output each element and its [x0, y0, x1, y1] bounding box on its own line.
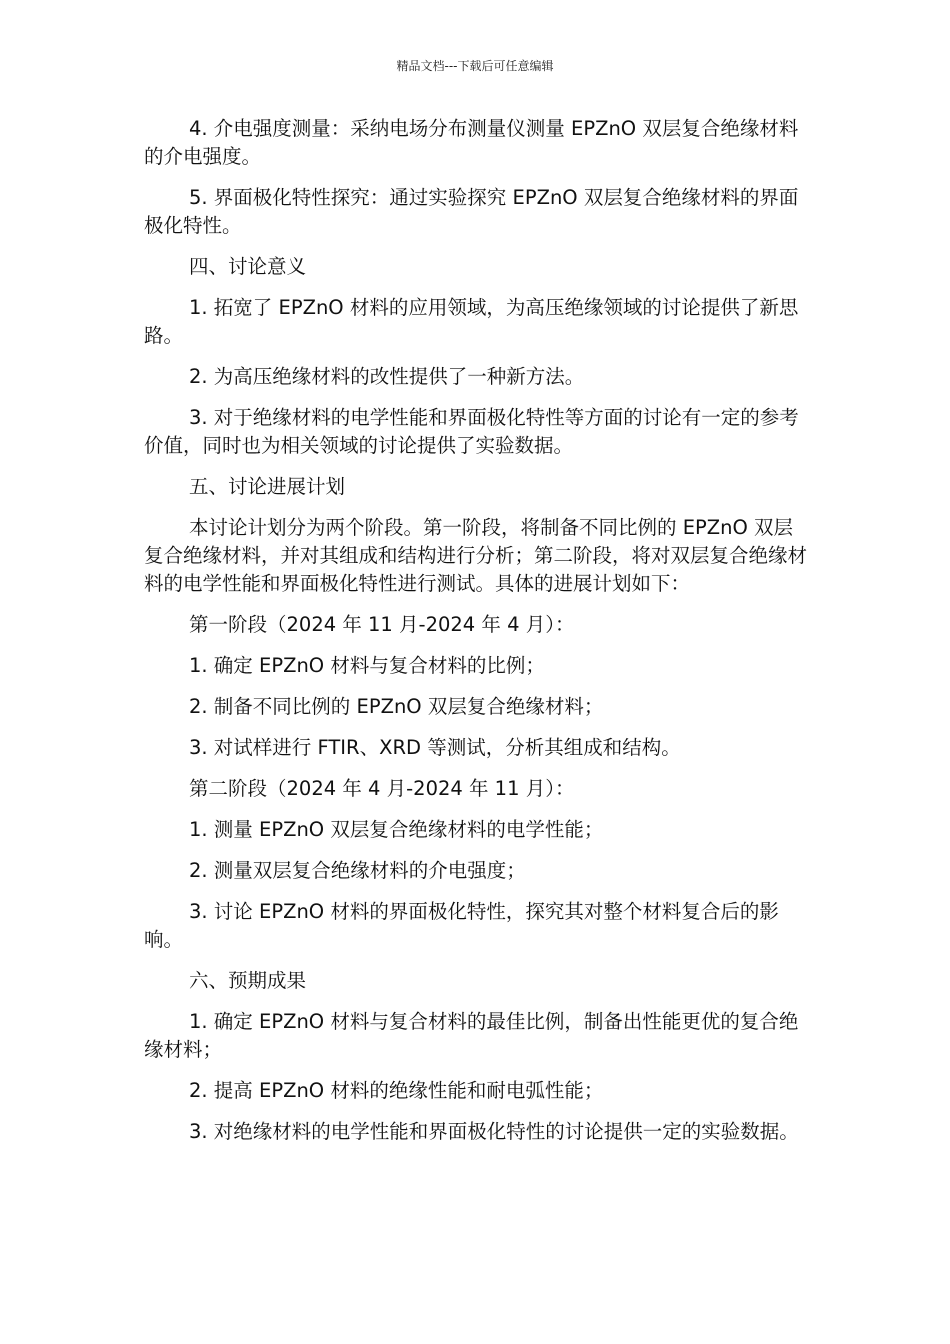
paragraph-interface-polarization: 5. 界面极化特性探究：通过实验探究 EPZnO 双层复合绝缘材料的界面极化特性。 — [144, 186, 799, 237]
document-body — [144, 115, 810, 1159]
phase-1-heading: 第一阶段（2024 年 11 月-2024 年 4 月）： — [189, 613, 575, 636]
significance-item-1: 1. 拓宽了 EPZnO 材料的应用领域，为高压绝缘领域的讨论提供了新思路。 — [144, 296, 799, 347]
significance-item-2: 2. 为高压绝缘材料的改性提供了一种新方法。 — [189, 365, 585, 388]
expected-result-1: 1. 确定 EPZnO 材料与复合材料的最佳比例，制备出性能更优的复合绝缘材料； — [144, 1010, 799, 1061]
phase-2-item-3: 3. 讨论 EPZnO 材料的界面极化特性，探究其对整个材料复合后的影响。 — [144, 900, 779, 951]
phase-2-heading: 第二阶段（2024 年 4 月-2024 年 11 月）： — [189, 777, 575, 800]
page-header: 精品文档---下载后可任意编辑 — [396, 59, 554, 73]
expected-result-3: 3. 对绝缘材料的电学性能和界面极化特性的讨论提供一定的实验数据。 — [189, 1120, 799, 1143]
phase-2-item-2: 2. 测量双层复合绝缘材料的介电强度； — [189, 859, 526, 882]
expected-result-2: 2. 提高 EPZnO 材料的绝缘性能和耐电弧性能； — [189, 1079, 604, 1102]
section-heading-significance: 四、讨论意义 — [189, 255, 307, 278]
plan-overview: 本讨论计划分为两个阶段。第一阶段，将制备不同比例的 EPZnO 双层复合绝缘材料，并对其组成和结构进行分析；第二阶段，将对双层复合绝缘材料的电学性能和界面极化特性进行测试。具体的进展计划如下： — [144, 516, 808, 595]
phase-1-item-2: 2. 制备不同比例的 EPZnO 双层复合绝缘材料； — [189, 695, 604, 718]
phase-1-item-1: 1. 确定 EPZnO 材料与复合材料的比例； — [189, 654, 545, 677]
phase-1-item-3: 3. 对试样进行 FTIR、XRD 等测试，分析其组成和结构。 — [189, 736, 681, 759]
section-heading-plan: 五、讨论进展计划 — [189, 475, 346, 498]
significance-item-3: 3. 对于绝缘材料的电学性能和界面极化特性等方面的讨论有一定的参考价值，同时也为相关领域的讨论提供了实验数据。 — [144, 406, 799, 457]
section-heading-expected-results: 六、预期成果 — [189, 969, 307, 992]
paragraph-dielectric-strength: 4. 介电强度测量：采纳电场分布测量仪测量 EPZnO 双层复合绝缘材料的介电强度。 — [144, 117, 799, 168]
phase-2-item-1: 1. 测量 EPZnO 双层复合绝缘材料的电学性能； — [189, 818, 604, 841]
